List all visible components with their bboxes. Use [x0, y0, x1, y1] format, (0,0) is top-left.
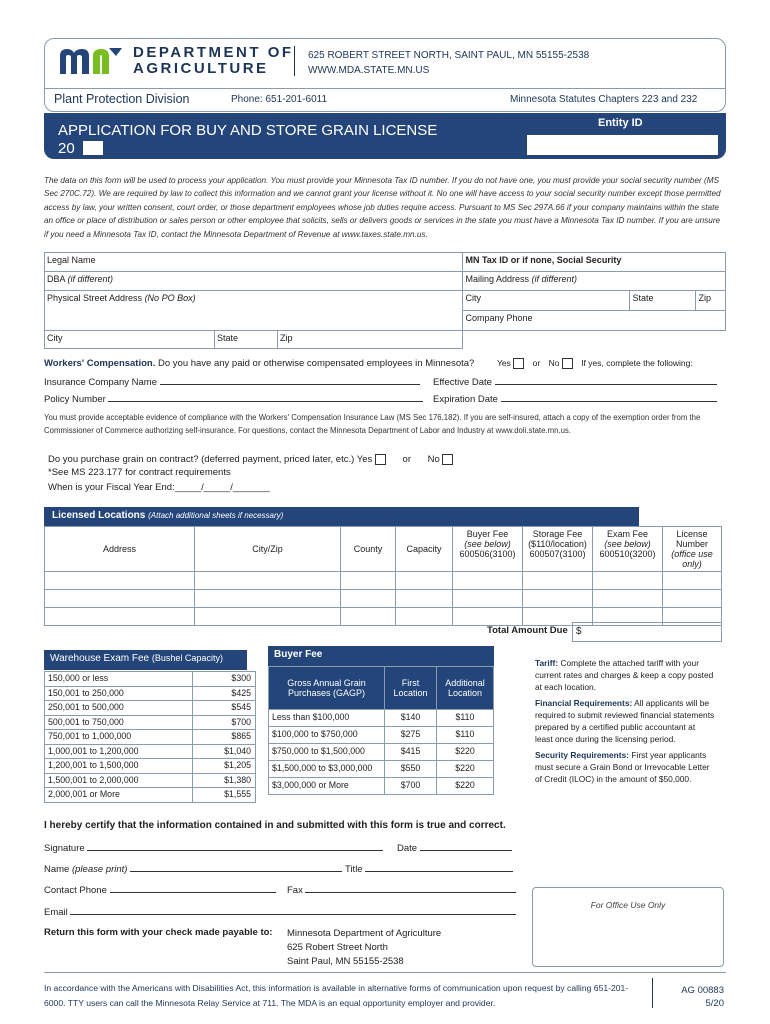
wc-yes-label: Yes: [497, 358, 511, 368]
contract-question: Do you purchase grain on contract? (deferred payment, priced later, etc.): [48, 454, 355, 465]
fax-row: [287, 884, 516, 896]
wc-yes-checkbox[interactable]: [513, 358, 524, 369]
mail-state-field[interactable]: [630, 291, 696, 311]
wc-no-checkbox[interactable]: [562, 358, 573, 369]
gagp-range: $750,000 to $1,500,000: [269, 744, 385, 761]
expiration-field[interactable]: [501, 393, 717, 402]
name-row: [44, 863, 342, 875]
requirements-notes: [535, 657, 715, 785]
exam-fee-title: Exam Fee: [606, 529, 648, 539]
exam-fee-amount: $700: [193, 715, 256, 730]
tariff-label: Tariff:: [535, 658, 559, 668]
first-location-fee: $415: [385, 744, 437, 761]
financial-label: Financial Requirements:: [535, 698, 633, 708]
warehouse-header: [44, 650, 247, 670]
warehouse-fee-row: [45, 686, 256, 701]
payee-line1: Minnesota Department of Agriculture: [287, 928, 442, 939]
policy-field[interactable]: [108, 393, 423, 402]
locations-table: [44, 526, 722, 626]
contract-see: *See MS 223.177 for contract requirements: [48, 467, 231, 478]
email-field[interactable]: [70, 906, 516, 915]
gagp-range: $3,000,000 or More: [269, 778, 385, 795]
dba-note: (if different): [67, 274, 114, 284]
form-number: [668, 984, 724, 1010]
warehouse-fee-row: [45, 788, 256, 803]
contract-section: [48, 453, 453, 494]
first-location-fee: $550: [385, 761, 437, 778]
contract-yes-checkbox[interactable]: [375, 454, 386, 465]
signature-row: [44, 842, 383, 854]
signature-field[interactable]: [87, 842, 383, 851]
phys-zip-label: Zip: [280, 333, 293, 343]
division-name: Plant Protection Division: [54, 92, 190, 106]
buyer-fee-row: [269, 744, 494, 761]
first-location-fee: $140: [385, 710, 437, 727]
dba-label: DBA: [47, 274, 66, 284]
col-exam-fee: [593, 527, 663, 572]
total-field[interactable]: [572, 622, 722, 642]
division-phone: Phone: 651-201-6011: [231, 94, 328, 105]
buyer-fee-row: [269, 710, 494, 727]
date-row: [397, 842, 512, 854]
col-license: [663, 527, 722, 572]
entity-id-label: Entity ID: [598, 117, 643, 129]
phys-city-label: City: [47, 333, 63, 343]
company-phone-label: Company Phone: [465, 313, 533, 323]
mail-zip-label: Zip: [698, 293, 711, 303]
mailing-label: Mailing Address: [465, 274, 529, 284]
office-use-box: [532, 887, 724, 967]
first-location-fee: $700: [385, 778, 437, 795]
phys-zip-field[interactable]: [278, 331, 463, 349]
bushel-range: 1,200,001 to 1,500,000: [45, 759, 193, 774]
physical-label: Physical Street Address: [47, 293, 143, 303]
form-rev: 5/20: [705, 998, 724, 1009]
col-address: Address: [45, 527, 195, 572]
page-title: [58, 122, 437, 158]
financial-text: All applicants will be required to submit reviewed financial statements prepared by a certified public accountant at least once during the licensing period.: [535, 698, 715, 744]
contact-phone-field[interactable]: [110, 884, 276, 893]
exam-fee-amount: $865: [193, 730, 256, 745]
insurance-field[interactable]: [160, 376, 420, 385]
warehouse-fee-row: [45, 730, 256, 745]
dept-address: [308, 48, 589, 78]
warehouse-fee-row: [45, 715, 256, 730]
warehouse-fee-row: [45, 759, 256, 774]
header-separator: [294, 46, 295, 76]
contract-no-label: No: [427, 454, 440, 465]
additional-location-fee: $220: [437, 744, 494, 761]
website-link[interactable]: WWW.MDA.STATE.MN.US: [308, 65, 430, 76]
title-year: 20: [58, 140, 75, 157]
tariff-text: Complete the attached tariff with your current rates and charges & keep a copy posted at each location.: [535, 658, 714, 692]
warehouse-table: [44, 671, 256, 803]
footer-rule: [44, 972, 726, 973]
company-phone-field[interactable]: [463, 311, 726, 331]
exam-fee-amount: $545: [193, 701, 256, 716]
tax-id-label: MN Tax ID or if none, Social Security: [465, 255, 622, 265]
bushel-range: 1,000,001 to 1,200,000: [45, 744, 193, 759]
entity-id-field[interactable]: [527, 135, 718, 155]
year-field[interactable]: [83, 141, 103, 155]
buyer-fee-row: [269, 727, 494, 744]
bushel-range: 250,001 to 500,000: [45, 701, 193, 716]
buyer-fee-header: Buyer Fee: [268, 646, 494, 666]
address-line1: 625 ROBERT STREET NORTH, SAINT PAUL, MN 55155-2538: [308, 50, 590, 61]
applicant-table: [44, 252, 726, 349]
security-text: First year applicants must secure a Grain Bond or Irrevocable Letter of Credit (ILOC) in the amount of $50,000.: [535, 750, 710, 784]
wc-follow: If yes, complete the following:: [581, 358, 693, 368]
bushel-range: 750,001 to 1,000,000: [45, 730, 193, 745]
mn-logo-icon: [58, 44, 126, 76]
fax-label: Fax: [287, 885, 303, 896]
warehouse-fee-row: [45, 744, 256, 759]
certify-statement: I hereby certify that the information contained in and submitted with this form is true and correct.: [44, 820, 506, 831]
gagp-range: $1,500,000 to $3,000,000: [269, 761, 385, 778]
col-storage-fee: [523, 527, 593, 572]
gagp-range: $100,000 to $750,000: [269, 727, 385, 744]
additional-location-fee: $110: [437, 727, 494, 744]
email-row: [44, 906, 516, 918]
fax-field[interactable]: [305, 884, 516, 893]
warehouse-title: Warehouse Exam Fee: [50, 653, 150, 664]
storage-fee-note: ($110/location): [528, 539, 587, 549]
contract-or: or: [402, 454, 411, 465]
tax-id-field[interactable]: [463, 253, 726, 272]
workers-comp-note: You must provide acceptable evidence of compliance with the Workers' Compensation Insurance Law (MS Sec 176.182). If you are self-insured, attach a copy of the exemption order from the Commissioner of Commerce authorizing self-insurance. For questions, contact the Minnesota Department of Labor and Industry at www.doli.state.mn.us.: [44, 413, 701, 435]
phys-city-field[interactable]: [45, 331, 215, 349]
dept-line1: DEPARTMENT OF: [133, 44, 294, 61]
exam-fee-note: (see below): [604, 539, 651, 549]
buyer-fee-row: [269, 761, 494, 778]
location-row[interactable]: [45, 572, 722, 590]
workers-comp-options: [497, 358, 693, 369]
payee-line3: Saint Paul, MN 55155-2538: [287, 956, 404, 967]
header-divider: [44, 88, 726, 89]
title-field[interactable]: [365, 863, 513, 872]
exam-fee-code: 600510(3200): [599, 549, 656, 559]
locations-title: Licensed Locations: [52, 510, 146, 521]
buyer-fee-row: [269, 778, 494, 795]
dba-field[interactable]: [45, 272, 463, 291]
legal-name-label: Legal Name: [47, 255, 96, 265]
name-field[interactable]: [130, 863, 342, 872]
mailing-field[interactable]: [463, 272, 726, 291]
storage-fee-code: 600507(3100): [529, 549, 586, 559]
first-location-header: First Location: [385, 667, 437, 710]
wc-no-label: No: [548, 358, 560, 368]
mail-city-label: City: [465, 293, 481, 303]
insurance-row: [44, 376, 420, 388]
license-title: License Number: [675, 529, 708, 549]
additional-location-fee: $110: [437, 710, 494, 727]
exam-fee-amount: $1,205: [193, 759, 256, 774]
physical-note: (No PO Box): [144, 293, 196, 303]
name-label: Name: [44, 864, 70, 875]
date-label: Date: [397, 843, 418, 854]
exam-fee-amount: $425: [193, 686, 256, 701]
warehouse-fee-row: [45, 701, 256, 716]
bushel-range: 500,001 to 750,000: [45, 715, 193, 730]
statutes: Minnesota Statutes Chapters 223 and 232: [510, 94, 698, 105]
bushel-range: 2,000,001 or More: [45, 788, 193, 803]
locations-note: (Attach additional sheets if necessary): [148, 511, 284, 520]
signature-label: Signature: [44, 843, 85, 854]
mail-city-field[interactable]: [463, 291, 630, 311]
gagp-range: Less than $100,000: [269, 710, 385, 727]
warehouse-subtitle: (Bushel Capacity): [151, 653, 223, 663]
title-line1: APPLICATION FOR BUY AND STORE GRAIN LICENSE: [58, 122, 438, 139]
mail-state-label: State: [632, 293, 654, 303]
mail-zip-field[interactable]: [696, 291, 726, 311]
physical-field[interactable]: [45, 291, 463, 331]
policy-label: Policy Number: [44, 394, 106, 405]
office-use-label: For Office Use Only: [590, 900, 666, 910]
storage-fee-title: Storage Fee: [532, 529, 583, 539]
wc-or: or: [532, 358, 541, 368]
exam-fee-amount: $1,380: [193, 773, 256, 788]
additional-location-fee: $220: [437, 778, 494, 795]
dept-name: [133, 45, 294, 77]
first-location-fee: $275: [385, 727, 437, 744]
workers-comp-label: Workers' Compensation.: [44, 358, 156, 369]
col-buyer-fee: [453, 527, 523, 572]
title-row: [345, 863, 513, 875]
dept-line2: AGRICULTURE: [133, 60, 269, 77]
expiration-row: [433, 393, 717, 405]
title-label: Title: [345, 864, 363, 875]
payee-address: [287, 927, 441, 969]
exam-fee-amount: $1,040: [193, 744, 256, 759]
effective-field[interactable]: [495, 376, 717, 385]
warehouse-fee-row: [45, 672, 256, 687]
security-label: Security Requirements:: [535, 750, 630, 760]
ada-statement: In accordance with the Americans with Disabilities Act, this information is available in alternative forms of communication upon request by calling 651-201-6000. TTY users can call the Minnesota Relay Service at 711. The MDA is an equal opportunity employer and provider.: [44, 983, 629, 1008]
mailing-note: (if different): [531, 274, 578, 284]
policy-row: [44, 393, 423, 405]
bushel-range: 150,000 or less: [45, 672, 193, 687]
total-label: Total Amount Due: [487, 625, 568, 636]
phys-state-label: State: [217, 333, 239, 343]
buyer-fee-note: (see below): [464, 539, 511, 549]
effective-row: [433, 376, 717, 388]
fiscal-year-field[interactable]: When is your Fiscal Year End:_____/_____/_______: [48, 482, 270, 493]
exam-fee-amount: $1,555: [193, 788, 256, 803]
additional-location-fee: $220: [437, 761, 494, 778]
contract-yes-label: Yes: [356, 454, 373, 465]
date-field[interactable]: [420, 842, 512, 851]
col-cityzip: City/Zip: [195, 527, 341, 572]
email-label: Email: [44, 907, 68, 918]
name-note: (please print): [71, 864, 128, 875]
legal-name-field[interactable]: [45, 253, 463, 272]
workers-comp-text: Do you have any paid or otherwise compensated employees in Minnesota?: [158, 358, 475, 369]
workers-comp-question: [44, 358, 474, 369]
contract-no-checkbox[interactable]: [442, 454, 453, 465]
footer-separator: [652, 978, 653, 1008]
total-dollar: $: [576, 626, 582, 637]
warehouse-fee-row: [45, 773, 256, 788]
intro-text: The data on this form will be used to process your application. You must provide your Minnesota Tax ID number. If you do not have one, you must provide your social security number (MS Sec 270C.72). We are required by law to collect this information and we cannot grant your license without it. No one will have access to your social security number except those permitted access by law, your written consent, court order, or those department employees whose job duties require access. Pursuant to MS Sec 297A.66 if your company maintains within the state an office or place of distribution or sales person or other employee that solicits, sells or delivers goods or services in the state you must have a Minnesota Tax ID number. If you are unsure if you need a Minnesota Tax ID, contact the Minnesota Department of Revenue at www.taxes.state.mn.us.: [44, 176, 721, 239]
bushel-range: 150,001 to 250,000: [45, 686, 193, 701]
return-instructions: Return this form with your check made payable to:: [44, 927, 273, 938]
payee-line2: 625 Robert Street North: [287, 942, 388, 953]
form-no: AG 00883: [681, 985, 724, 996]
phys-state-field[interactable]: [215, 331, 278, 349]
locations-header: [44, 507, 639, 526]
gagp-header: Gross Annual Grain Purchases (GAGP): [269, 667, 385, 710]
col-county: County: [341, 527, 396, 572]
effective-label: Effective Date: [433, 377, 492, 388]
expiration-label: Expiration Date: [433, 394, 498, 405]
insurance-label: Insurance Company Name: [44, 377, 157, 388]
buyer-fee-title: Buyer Fee: [466, 529, 509, 539]
buyer-fee-table: [268, 666, 494, 795]
bushel-range: 1,500,001 to 2,000,000: [45, 773, 193, 788]
contact-phone-row: [44, 884, 276, 896]
additional-location-header: Additional Location: [437, 667, 494, 710]
license-note: (office use only): [671, 549, 713, 569]
contact-phone-label: Contact Phone: [44, 885, 107, 896]
location-row[interactable]: [45, 590, 722, 608]
col-capacity: Capacity: [396, 527, 453, 572]
exam-fee-amount: $300: [193, 672, 256, 687]
buyer-fee-code: 600506(3100): [459, 549, 516, 559]
